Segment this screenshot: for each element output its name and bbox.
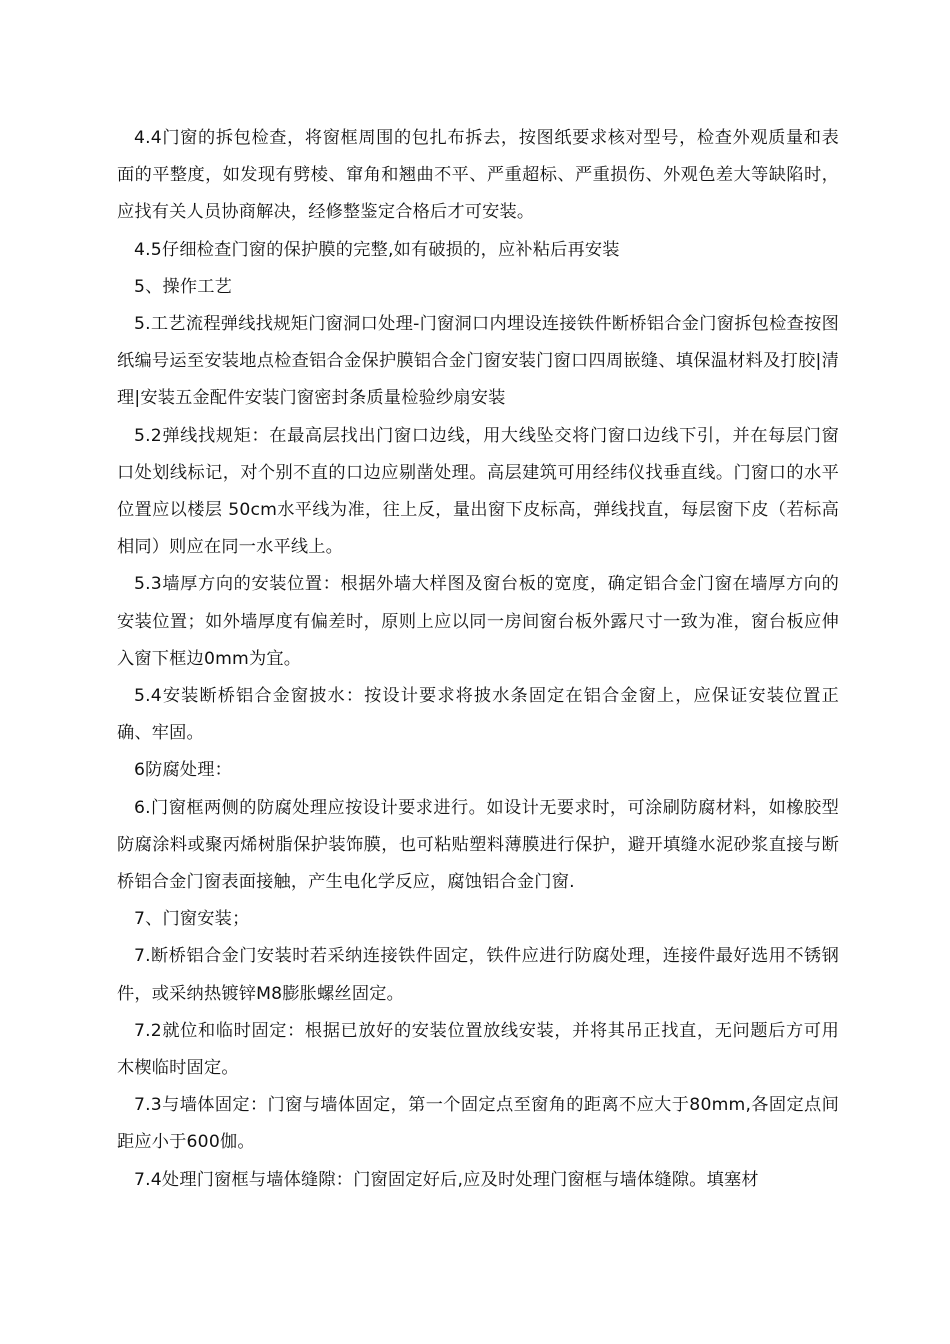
section-heading-5-operation-process: 5、操作工艺 <box>134 276 233 297</box>
paragraph-5-2-line-marking: 5.2弹线找规矩：在最高层找出门窗口边线，用大线坠交将门窗口边线下引，并在每层门窗口处划线标记，对个别不直的口边应剔凿处理。高层建筑可用经纬仪找垂直线。门窗口的水平位置应以楼层 50cm水平线为准，往上反，量出窗下皮标高，弹线找直，每层窗下皮（若标高相同）则应在同一水平线上。 <box>117 425 839 558</box>
paragraph-7-4-gap-treatment: 7.4处理门窗框与墙体缝隙：门窗固定好后,应及时处理门窗框与墙体缝隙。填塞材 <box>134 1169 759 1190</box>
paragraph-6-1-anticorrosion-treatment: 6.门窗框两侧的防腐处理应按设计要求进行。如设计无要求时，可涂刷防腐材料，如橡胶型防腐涂料或聚丙烯树脂保护装饰膜，也可粘贴塑料薄膜进行保护，避开填缝水泥砂浆直接与断桥铝合金门窗表面接触，产生电化学反应，腐蚀铝合金门窗. <box>117 797 839 893</box>
paragraph-7-1-connection-fixing: 7.断桥铝合金门安装时若采纳连接铁件固定，铁件应进行防腐处理，连接件最好选用不锈钢件，或采纳热镀锌M8膨胀螺丝固定。 <box>117 946 839 1004</box>
paragraph-7-2-positioning: 7.2就位和临时固定：根据已放好的安装位置放线安装，并将其吊正找直，无问题后方可用木楔临时固定。 <box>117 1020 839 1079</box>
paragraph-4-4-unpacking-inspection: 4.4门窗的拆包检查，将窗框周围的包扎布拆去，按图纸要求核对型号，检查外观质量和表面的平整度，如发现有劈棱、窜角和翘曲不平、严重超标、严重损伤、外观色差大等缺陷时，应找有关人员协商解决，经修整鉴定合格后才可安装。 <box>117 128 839 223</box>
paragraph-5-1-process-flow: 5.工艺流程弹线找规矩门窗洞口处理-门窗洞口内埋设连接铁件断桥铝合金门窗拆包检查按图纸编号运至安装地点检查铝合金保护膜铝合金门窗安装门窗口四周嵌缝、填保温材料及打胶|清理|安装五金配件安装门窗密封条质量检验纱扇安装 <box>117 314 839 409</box>
section-heading-7-installation: 7、门窗安装； <box>134 909 250 930</box>
paragraph-5-3-wall-thickness-position: 5.3墙厚方向的安装位置：根据外墙大样图及窗台板的宽度，确定铝合金门窗在墙厚方向的安装位置；如外墙厚度有偏差时，原则上应以同一房间窗台板外露尺寸一致为准，窗台板应伸入窗下框边0mm为宜。 <box>117 574 839 669</box>
paragraph-7-3-wall-fixing: 7.3与墙体固定：门窗与墙体固定，第一个固定点至窗角的距离不应大于80mm,各固定点间距应小于600伽。 <box>117 1095 839 1153</box>
paragraph-5-4-drip-flashing: 5.4安装断桥铝合金窗披水：按设计要求将披水条固定在铝合金窗上，应保证安装位置正确、牢固。 <box>117 686 839 744</box>
section-heading-6-anticorrosion: 6防腐处理： <box>134 760 233 781</box>
document-body <box>117 120 839 1199</box>
paragraph-4-5-protective-film-check: 4.5仔细检查门窗的保护膜的完整,如有破损的，应补粘后再安装 <box>134 239 620 260</box>
